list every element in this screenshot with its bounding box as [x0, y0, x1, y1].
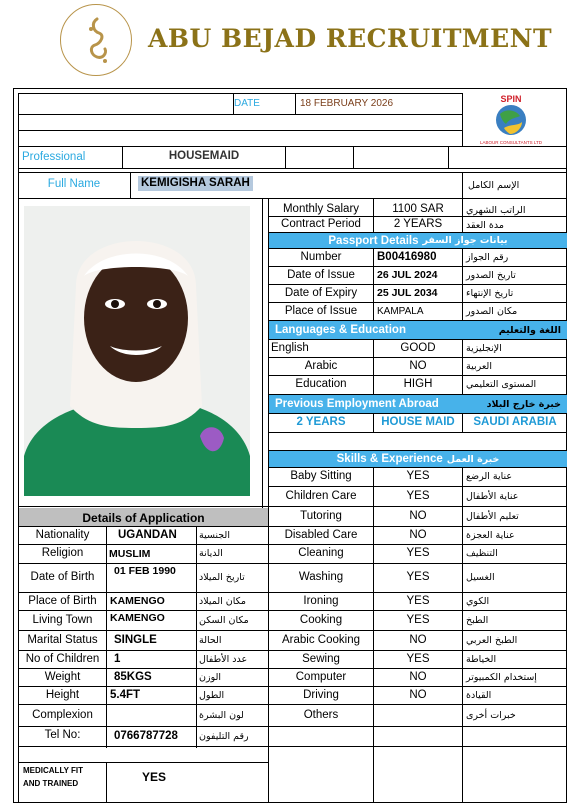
skill-disabled-care-ar: عناية العجزة [466, 530, 515, 542]
application-title: Details of Application [82, 510, 205, 525]
skill-baby-sitting-value: YES [406, 469, 430, 482]
skills-section-header [269, 451, 567, 467]
english-value: GOOD [400, 341, 436, 354]
previous-employment-header [269, 395, 567, 413]
arabic-value: NO [409, 359, 427, 372]
skill-cleaning-ar: التنظيف [466, 548, 498, 560]
skill-ironing-ar: الكوي [466, 596, 490, 608]
professional-label: Professional [22, 150, 86, 163]
spin-partner-logo [470, 94, 552, 146]
full-name-value: KEMIGISHA SARAH [138, 176, 253, 191]
skill-tutoring-ar: تعليم الأطفال [466, 511, 519, 523]
skill-arabic-cooking-label: Arabic Cooking [282, 633, 360, 646]
full-name-ar: الإسم الكامل [468, 180, 520, 192]
svg-text:LABOUR CONSULTANTS LTD: LABOUR CONSULTANTS LTD [479, 140, 543, 145]
passport-number-value: B00416980 [377, 250, 437, 263]
date-label: DATE [234, 98, 260, 109]
passport-place-label: Place of Issue [284, 304, 358, 317]
skill-cooking-value: YES [406, 613, 430, 626]
skill-tutoring-label: Tutoring [300, 509, 342, 522]
skill-arabic-cooking-value: NO [409, 633, 427, 646]
company-logo [60, 4, 132, 76]
english-ar: الإنجليزية [466, 343, 502, 355]
skill-others-label: Others [303, 708, 339, 721]
living-town-value: KAMENGO [110, 611, 165, 624]
medical-value: YES [142, 769, 167, 784]
marital-status-ar: الحالة [199, 635, 222, 647]
tel-ar: رقم التليفون [199, 731, 249, 743]
skill-washing-label: Washing [298, 570, 344, 583]
dob-value: 01 FEB 1990 [114, 564, 176, 577]
passport-title-ar: بيانات جواز السفر [422, 235, 508, 246]
height-ar: الطول [199, 690, 225, 702]
skill-computer-ar: إستخدام الكمبيوتر [466, 672, 537, 684]
nationality-ar: الجنسية [199, 530, 230, 542]
english-label: English [271, 341, 309, 354]
skill-ironing-value: YES [406, 594, 430, 607]
passport-expiry-label: Date of Expiry [284, 286, 358, 299]
religion-ar: الديانة [199, 548, 223, 560]
height-value: 5.4FT [110, 688, 141, 701]
skill-others-value [374, 709, 462, 722]
passport-title: Passport Details [328, 234, 419, 247]
languages-title: Languages & Education [275, 324, 406, 336]
passport-issue-label: Date of Issue [287, 268, 355, 281]
skill-disabled-care-value: NO [409, 528, 427, 541]
skill-driving-ar: القيادة [466, 690, 492, 702]
medical-label-line1: MEDICALLY FIT [23, 766, 84, 775]
skills-title: Skills & Experience [336, 453, 443, 465]
company-name: ABU BEJAD RECRUITMENT [148, 24, 553, 53]
skill-cleaning-label: Cleaning [298, 546, 344, 559]
previous-employment-position: HOUSE MAID [381, 415, 455, 428]
contract-period-value: 2 YEARS [393, 218, 443, 231]
full-name-label: Full Name [47, 178, 101, 191]
tel-label: Tel No: [44, 728, 81, 741]
dob-ar: تاريخ الميلاد [199, 572, 245, 584]
arabic-label: Arabic [304, 359, 338, 372]
candidate-photo [24, 206, 250, 496]
skill-cleaning-value: YES [406, 546, 430, 559]
no-of-children-label: No of Children [25, 652, 100, 665]
passport-place-value: KAMPALA [377, 306, 424, 317]
skill-sewing-ar: الخياطة [466, 654, 497, 666]
place-of-birth-value: KAMENGO [110, 594, 165, 607]
living-town-ar: مكان السكن [199, 615, 249, 627]
skill-washing-value: YES [406, 570, 430, 583]
marital-status-label: Marital Status [27, 633, 98, 646]
weight-value: 85KGS [114, 670, 152, 683]
skill-disabled-care-label: Disabled Care [284, 528, 358, 541]
languages-section-header [269, 321, 567, 339]
passport-expiry-ar: تاريخ الإنتهاء [466, 288, 514, 300]
skill-computer-value: NO [409, 670, 427, 683]
weight-label: Weight [44, 670, 81, 683]
skill-sewing-value: YES [406, 652, 430, 665]
skill-computer-label: Computer [295, 670, 347, 683]
place-of-birth-ar: مكان الميلاد [199, 596, 247, 608]
contract-period-label: Contract Period [281, 218, 361, 231]
monthly-salary-ar: الراتب الشهري [466, 204, 526, 216]
passport-issue-value: 26 JUL 2024 [377, 269, 438, 282]
skill-washing-ar: الغسيل [466, 572, 495, 584]
skill-cooking-ar: الطبخ [466, 615, 489, 627]
previous-employment-duration: 2 YEARS [296, 415, 346, 428]
nationality-label: Nationality [35, 528, 90, 541]
skill-sewing-label: Sewing [302, 652, 340, 665]
passport-issue-ar: تاريخ الصدور [466, 270, 516, 282]
previous-employment-title: Previous Employment Abroad [275, 398, 439, 410]
nationality-value: UGANDAN [118, 528, 177, 541]
skill-baby-sitting-ar: عناية الرضع [466, 471, 513, 483]
skill-driving-value: NO [409, 688, 427, 701]
medical-label-line2: AND TRAINED [23, 779, 79, 788]
skill-children-care-value: YES [406, 489, 430, 502]
dob-label: Date of Birth [30, 570, 95, 583]
profession-value: HOUSEMAID [168, 149, 240, 162]
no-of-children-ar: عدد الأطفال [199, 654, 248, 666]
weight-ar: الوزن [199, 672, 222, 684]
passport-number-ar: رقم الجواز [466, 252, 509, 264]
education-value: HIGH [403, 377, 433, 390]
monthly-salary-label: Monthly Salary [282, 203, 360, 216]
skill-tutoring-value: NO [409, 509, 427, 522]
religion-label: Religion [41, 546, 84, 559]
skill-cooking-label: Cooking [299, 613, 343, 626]
passport-section-header [269, 233, 567, 248]
height-label: Height [45, 688, 80, 701]
education-ar: المستوى التعليمي [466, 379, 537, 391]
arabic-ar: العربية [466, 361, 492, 373]
languages-title-ar: اللغة والتعليم [498, 324, 561, 336]
date-value: 18 FEBRUARY 2026 [300, 98, 394, 109]
svg-text:SPIN: SPIN [500, 94, 522, 104]
skill-driving-label: Driving [303, 688, 339, 701]
tel-value: 0766787728 [114, 729, 178, 742]
skill-others-ar: خبرات أخرى [466, 710, 516, 722]
contract-period-ar: مدة العقد [466, 219, 504, 231]
monthly-salary-value: 1100 SAR [392, 203, 444, 216]
passport-place-ar: مكان الصدور [466, 306, 518, 318]
religion-value: MUSLIM [109, 547, 151, 560]
living-town-label: Living Town [32, 613, 93, 626]
skill-arabic-cooking-ar: الطبخ العربي [466, 635, 518, 647]
skill-children-care-ar: عناية الأطفال [466, 491, 519, 503]
passport-expiry-value: 25 JUL 2034 [377, 287, 438, 300]
skills-title-ar: خبرة العمل [446, 453, 500, 465]
passport-number-label: Number [300, 250, 342, 263]
no-of-children-value: 1 [114, 652, 121, 665]
previous-employment-country: SAUDI ARABIA [473, 415, 557, 428]
skill-ironing-label: Ironing [303, 594, 339, 607]
marital-status-value: SINGLE [114, 633, 157, 646]
place-of-birth-label: Place of Birth [28, 594, 97, 607]
skill-baby-sitting-label: Baby Sitting [290, 469, 352, 482]
education-label: Education [295, 377, 347, 390]
skill-children-care-label: Children Care [285, 489, 357, 502]
complexion-ar: لون البشرة [199, 710, 244, 722]
complexion-label: Complexion [32, 708, 93, 721]
previous-employment-title-ar: خبرة خارج البلاد [486, 398, 561, 410]
